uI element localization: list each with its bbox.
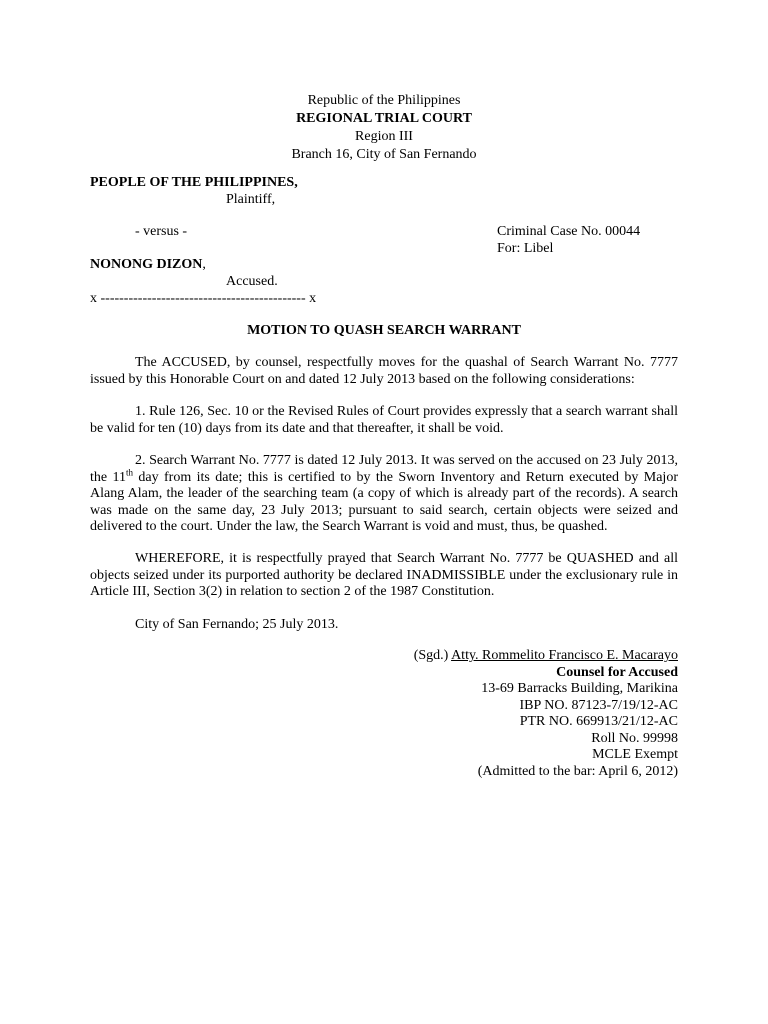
versus-label: - versus - <box>135 224 188 239</box>
court-header <box>0 92 768 164</box>
header-republic: Republic of the Philippines <box>307 93 461 108</box>
paragraph-rule: 1. Rule 126, Sec. 10 or the Revised Rules of Court provides expressly that a search warrant shall be valid for ten (10) days from its date and that thereafter, it shall be void. <box>90 404 678 436</box>
case-number: Criminal Case No. 00044 <box>497 224 641 239</box>
counsel-mcle: MCLE Exempt <box>592 747 678 762</box>
accused-line <box>90 257 206 274</box>
ordinal-suffix: th <box>125 466 133 477</box>
accused-name: NONONG DIZON <box>90 257 203 272</box>
counsel-role: Counsel for Accused <box>556 664 678 680</box>
counsel-name: Atty. Rommelito Francisco E. Macarayo <box>451 648 678 663</box>
accused-role: Accused. <box>226 274 278 289</box>
plaintiff-role: Plaintiff, <box>226 192 276 207</box>
paragraph-intro: The ACCUSED, by counsel, respectfully moves for the quashal of Search Warrant No. 7777 issued by this Honorable Court on and dated 12 July 2013 based on the following considerations: <box>90 355 678 387</box>
counsel-admitted: (Admitted to the bar: April 6, 2012) <box>477 763 678 779</box>
paragraph-place-date: City of San Fernando; 25 July 2013. <box>135 617 339 632</box>
counsel-ptr: PTR NO. 669913/21/12-AC <box>519 714 678 729</box>
case-nature: For: Libel <box>497 241 554 256</box>
counsel-roll: Roll No. 99998 <box>591 730 678 746</box>
accused-comma: , <box>202 257 206 272</box>
counsel-address: 13-69 Barracks Building, Marikina <box>481 681 678 696</box>
signature-block <box>414 648 678 780</box>
header-court: REGIONAL TRIAL COURT <box>296 111 472 126</box>
signature-line: (Sgd.) Atty. Rommelito Francisco E. Macarayo <box>413 648 678 663</box>
header-region: Region III <box>355 129 413 144</box>
header-branch: Branch 16, City of San Fernando <box>291 147 477 162</box>
counsel-ibp: IBP NO. 87123-7/19/12-AC <box>519 697 678 713</box>
plaintiff-name: PEOPLE OF THE PHILIPPINES, <box>90 175 298 190</box>
paragraph-facts: 2. Search Warrant No. 7777 is dated 12 July 2013. It was served on the accused on 23 July 2013, the 11th day from its date; this is certified to by the Sworn Inventory and Return executed by Major Alang Alam, the leader of the searching team (a copy of which is already part of the records). A search was made on the same day, 23 July 2013; pursuant to said search, certain objects were seized and delivered to the court. Under the law, the Search Warrant is void and must, thus, be quashed. <box>90 453 678 534</box>
paragraph-prayer: WHEREFORE, it is respectfully prayed that Search Warrant No. 7777 be QUASHED and all objects seized under its purported authority be declared INADMISSIBLE under the exclusionary rule in Article III, Section 3(2) in relation to section 2 of the 1987 Constitution. <box>90 551 678 599</box>
document-title: MOTION TO QUASH SEARCH WARRANT <box>247 323 521 338</box>
caption-separator: x -------------------------------------------- x <box>90 291 317 306</box>
